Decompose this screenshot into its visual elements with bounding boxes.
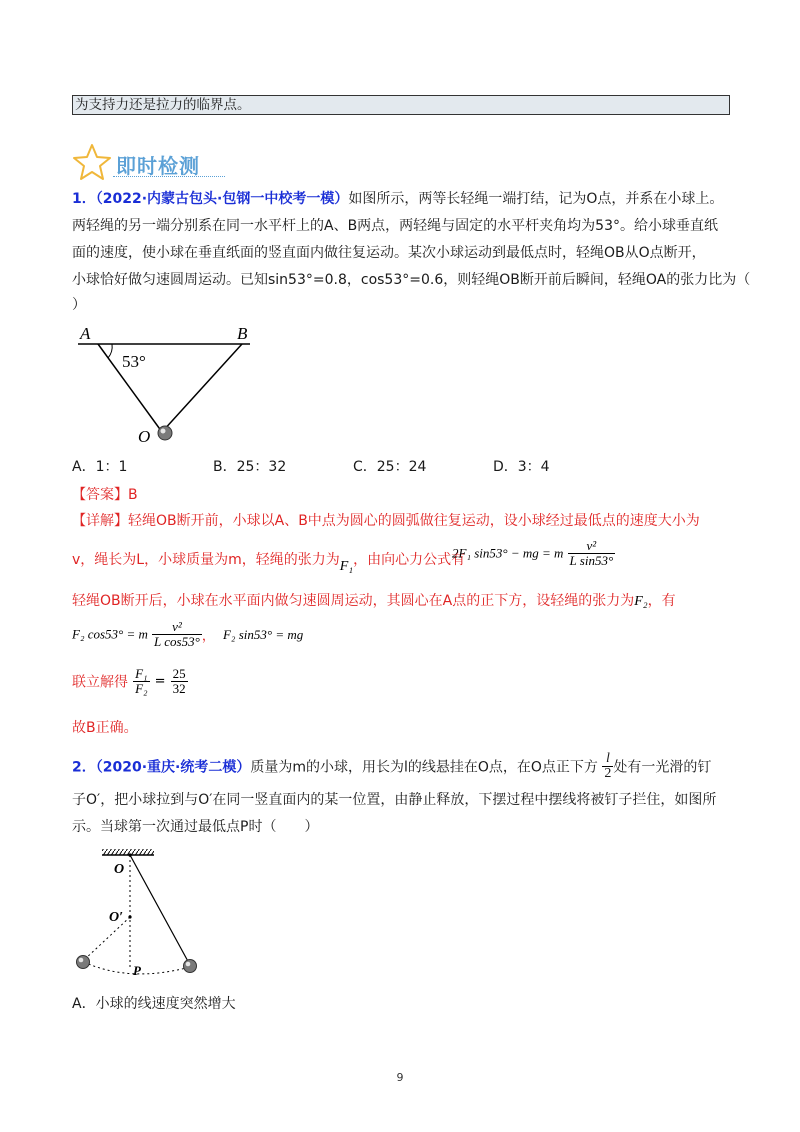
- q2-frac-den: 2: [604, 766, 612, 781]
- q2-ceiling-hatch: [102, 849, 154, 855]
- q1-line3: 面的速度，使小球在垂直纸面的竖直面内做往复运动。某次小球运动到最低点时，轻绳OB从O点断开，: [72, 245, 706, 261]
- q1-ratio-val-den: 32: [172, 681, 186, 696]
- q2-line3: 示。当球第一次通过最低点P时（ ）: [72, 819, 319, 835]
- q1-option-c: C．25：24: [353, 459, 427, 475]
- q1-figure: [70, 318, 270, 448]
- q1-fig-label-o: O: [138, 427, 151, 446]
- q1-option-b: B．25：32: [213, 459, 287, 475]
- q2-frac: [602, 752, 613, 781]
- q1-eq2-den: L cos53°: [154, 634, 200, 649]
- q1-eq2-frac: [152, 620, 202, 649]
- q1-detail-f2: F₂: [634, 594, 648, 609]
- q1-detail-2b: ，由向心力公式有: [353, 552, 466, 568]
- top-box-text: 为支持力还是拉力的临界点。: [72, 95, 730, 115]
- q1-detail-line3: [72, 591, 676, 612]
- q1-eq2-left: F₂ cos53° = m: [72, 626, 148, 642]
- q1-eq1-frac: [568, 539, 616, 568]
- q1-detail-line1: 【详解】轻绳OB断开前，小球以A、B中点为圆心的圆弧做往复运动，设小球经过最低点的速度大小为: [72, 513, 700, 529]
- q1-eq1-num: v²: [586, 538, 597, 553]
- q1-line5: ）: [72, 297, 86, 313]
- q1-source: （2022·内蒙古包头·包钢一中校考一模）: [95, 191, 349, 207]
- q1-eq1: [452, 539, 615, 568]
- q1-detail-line2: [72, 550, 466, 574]
- q1-eq1-den: L sin53°: [569, 553, 614, 568]
- q2-fig-label-p: P: [133, 963, 141, 978]
- q2-text-1b: 处有一光滑的钉: [613, 759, 712, 776]
- section-underline: [113, 176, 225, 177]
- q2-text-1a: 质量为m的小球，用长为l的线悬挂在O点，在O点正下方: [250, 759, 598, 776]
- star-icon: [72, 143, 112, 181]
- q1-solve-row: [72, 667, 188, 696]
- q1-ratio-frac: [133, 667, 149, 696]
- q1-eq2-sep: ，: [201, 629, 215, 644]
- page-number: 9: [396, 1071, 404, 1084]
- q1-number: 1．: [72, 191, 96, 207]
- q2-source: （2020·重庆·统考二模）: [95, 759, 251, 776]
- q2-frac-num: l: [605, 751, 610, 766]
- q1-ratio-val-num: 25: [172, 666, 186, 681]
- q1-line1: [72, 189, 723, 209]
- q1-eq3: F₂ sin53° = mg: [222, 626, 304, 642]
- q2-figure: [70, 845, 210, 985]
- q1-line2: 两轻绳的另一端分别系在同一水平杆上的A、B两点，两轻绳与固定的水平杆夹角均为53°。给小球垂直纸: [72, 218, 718, 234]
- q1-detail-2a: v，绳长为L，小球质量为m，轻绳的张力为: [72, 552, 340, 568]
- q1-line4: 小球恰好做匀速圆周运动。已知sin53°=0.8，cos53°=0.6，则轻绳OB断开前后瞬间，轻绳OA的张力比为（: [72, 272, 751, 288]
- q1-fig-label-a: A: [80, 324, 91, 343]
- q1-answer: 【答案】B: [72, 487, 138, 503]
- q2-option-a: A．小球的线速度突然增大: [72, 996, 236, 1012]
- q1-solve-label: 联立解得: [72, 674, 128, 691]
- q1-ratio-value: [171, 667, 188, 696]
- q1-detail-3: 轻绳OB断开后，小球在水平面内做匀速圆周运动，其圆心在A点的正下方，设轻绳的张力为: [72, 593, 635, 609]
- q1-option-d: D．3：4: [493, 459, 550, 475]
- q2-line1: [72, 752, 711, 781]
- q1-eq2-row: [72, 620, 303, 649]
- q1-ratio-eq: =: [154, 674, 166, 689]
- q2-fig-label-o-prime: O′: [109, 910, 124, 925]
- q1-fig-angle: 53°: [122, 352, 146, 371]
- q1-ratio-num: F₁: [135, 666, 148, 681]
- q1-text-1: 如图所示，两等长轻绳一端打结，记为O点，并系在小球上。: [348, 191, 724, 207]
- q1-detail-3-end: ，有: [647, 593, 676, 609]
- q2-fig-label-o: O: [114, 862, 125, 877]
- q1-ratio-den: F₂: [135, 681, 148, 696]
- q1-detail-f1: F₁: [339, 559, 354, 574]
- q1-fig-label-b: B: [237, 324, 248, 343]
- q1-eq1-left: 2F₁ sin53° − mg = m: [452, 545, 564, 561]
- q1-option-a: A．1：1: [72, 459, 128, 475]
- section-title: 即时检测: [116, 154, 200, 178]
- q1-eq2-num: v²: [172, 619, 182, 634]
- q2-line2: 子O′，把小球拉到与O′在同一竖直面内的某一位置，由静止释放，下摆过程中摆线将被钉子拦住，如图所: [72, 792, 717, 808]
- q1-conclusion: 故B正确。: [72, 720, 138, 736]
- q2-number: 2．: [72, 759, 96, 776]
